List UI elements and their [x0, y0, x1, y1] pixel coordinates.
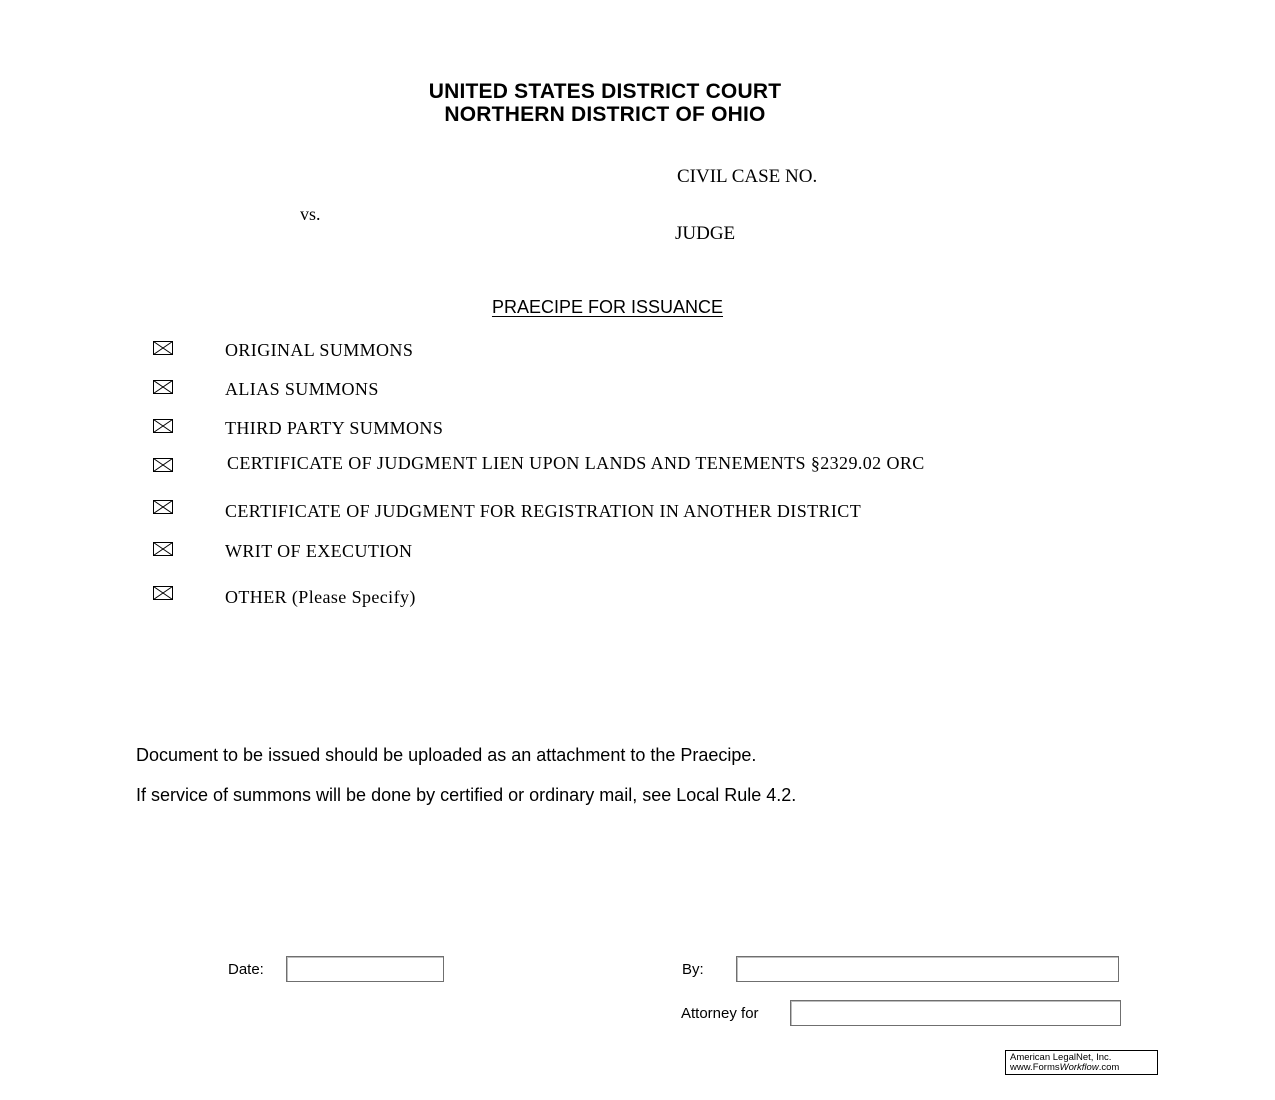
other-checkbox[interactable]	[153, 586, 173, 600]
option-alias-summons: ALIAS SUMMONS	[225, 379, 379, 399]
attorney-for-field[interactable]	[790, 1000, 1121, 1026]
writ-of-execution-checkbox[interactable]	[153, 542, 173, 556]
option-writ-of-execution: WRIT OF EXECUTION	[225, 541, 413, 561]
option-original-summons: ORIGINAL SUMMONS	[225, 340, 414, 360]
vendor-url[interactable]: www.FormsWorkflow.com	[1010, 1062, 1120, 1073]
option-judgment-registration: CERTIFICATE OF JUDGMENT FOR REGISTRATION IN ANOTHER DISTRICT	[225, 501, 862, 521]
by-field[interactable]	[736, 956, 1119, 982]
option-judgment-lien: CERTIFICATE OF JUDGMENT LIEN UPON LANDS AND TENEMENTS §2329.02 ORC	[227, 453, 925, 473]
attorney-for-label: Attorney for	[681, 1005, 759, 1022]
form-title: PRAECIPE FOR ISSUANCE	[491, 297, 724, 317]
option-other: OTHER (Please Specify)	[225, 587, 416, 607]
mail-note: If service of summons will be done by certified or ordinary mail, see Local Rule 4.2.	[136, 785, 797, 805]
date-field[interactable]	[286, 956, 444, 982]
third-party-summons-checkbox[interactable]	[153, 419, 173, 433]
vendor-stamp	[1005, 1050, 1158, 1075]
vendor-name: American LegalNet, Inc.	[1010, 1052, 1112, 1063]
date-label: Date:	[228, 961, 264, 978]
judge-label: JUDGE	[675, 223, 736, 244]
judgment-registration-checkbox[interactable]	[153, 500, 173, 514]
court-district: NORTHERN DISTRICT OF OHIO	[444, 103, 766, 126]
court-name: UNITED STATES DISTRICT COURT	[428, 80, 782, 103]
judgment-lien-checkbox[interactable]	[153, 458, 173, 472]
civil-case-label: CIVIL CASE NO.	[677, 166, 818, 187]
upload-note: Document to be issued should be uploaded as an attachment to the Praecipe.	[136, 745, 757, 765]
versus-label: vs.	[300, 204, 321, 224]
original-summons-checkbox[interactable]	[153, 341, 173, 355]
option-third-party-summons: THIRD PARTY SUMMONS	[225, 418, 444, 438]
by-label: By:	[682, 961, 704, 978]
alias-summons-checkbox[interactable]	[153, 380, 173, 394]
